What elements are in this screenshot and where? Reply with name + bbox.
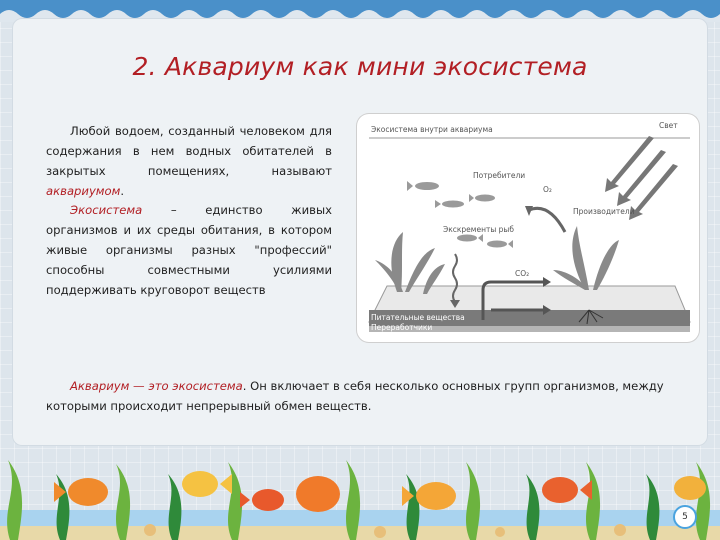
label-consumers: Потребители [473,171,526,180]
paragraph-aquarium-definition [46,121,332,201]
paragraph-text: Любой водоем, созданный человеком для содержания в нем водных обитателей в закрытых помещениях, называют [46,124,332,178]
diagram-title: Экосистема внутри аквариума [371,125,493,134]
slide-title: 2. Аквариум как мини экосистема [132,52,588,81]
highlight-term: Экосистема [70,203,143,217]
label-nutrients: Питательные вещества [371,313,465,322]
label-light: Свет [659,121,678,130]
page-number-badge: 5 [673,505,697,529]
paragraph-text: – единство живых организмов и их среды обитания, в котором живые организмы разных "профессий" способны совместными усилиями поддерживать круговорот веществ [46,203,332,297]
paragraph-text-end: . [120,184,125,198]
fish-decor-icon [54,471,706,512]
paragraph-text: . Он включает в себя несколько основных групп организмов, между которыми происходит непрерывный обмен веществ. [46,379,664,413]
highlight-term: аквариумом [46,184,121,198]
label-o2: O₂ [543,185,552,194]
label-excrement: Экскременты рыб [443,225,514,234]
paragraph-ecosystem-definition [46,200,332,300]
label-co2: CO₂ [515,269,530,278]
ecosystem-diagram [357,114,699,342]
bottom-decor-border [0,440,720,540]
paragraph-aquarium-ecosystem [46,376,686,416]
highlight-term: Аквариум — это экосистема [70,379,243,393]
label-producers: Производители [573,207,635,216]
ecosystem-diagram-svg [357,114,699,342]
label-decomposers: Переработчики [371,323,433,332]
